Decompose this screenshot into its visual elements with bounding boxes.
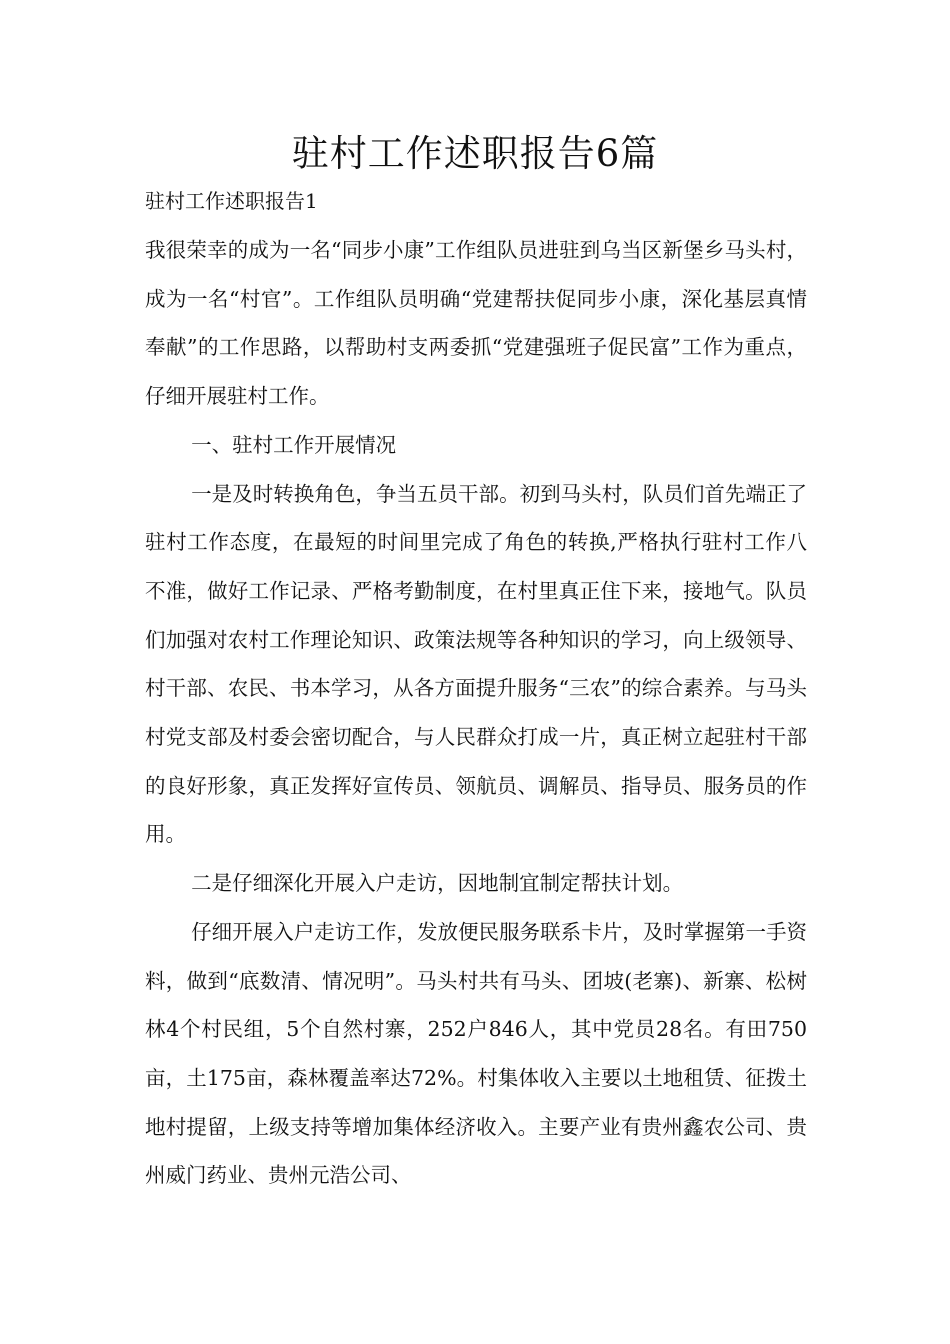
paragraph-visits-detail: 仔细开展入户走访工作，发放便民服务联系卡片，及时掌握第一手资料，做到“底数清、情况明”。马头村共有马头、团坡(老寨)、新寨、松树林4个村民组，5个自然村寨，252户846人，其中党员28名。有田750亩，土175亩，森林覆盖率达72%。村集体收入主要以土地租赁、征拨土地村提留，上级支持等增加集体经济收入。主要产业有贵州鑫农公司、贵州威门药业、贵州元浩公司、	[145, 919, 807, 1188]
paragraph-intro: 我很荣幸的成为一名“同步小康”工作组队员进驻到乌当区新堡乡马头村，成为一名“村官”。工作组队员明确“党建帮扶促同步小康，深化基层真情奉献”的工作思路，以帮助村支两委抓“党建强班子促民富”工作为重点，仔细开展驻村工作。	[145, 238, 807, 409]
paragraph-visits-heading: 二是仔细深化开展入户走访，因地制宜制定帮扶计划。	[191, 871, 684, 896]
paragraph-role-change: 一是及时转换角色，争当五员干部。初到马头村，队员们首先端正了驻村工作态度，在最短的时间里完成了角色的转换,严格执行驻村工作八不准，做好工作记录、严格考勤制度，在村里真正住下来，接地气。队员们加强对农村工作理论知识、政策法规等各种知识的学习，向上级领导、村干部、农民、书本学习，从各方面提升服务“三农”的综合素养。与马头村党支部及村委会密切配合，与人民群众打成一片，真正树立起驻村干部的良好形象，真正发挥好宣传员、领航员、调解员、指导员、服务员的作用。	[145, 481, 807, 847]
document-body	[145, 226, 807, 1200]
report-subheading: 驻村工作述职报告1	[145, 189, 318, 213]
section-heading: 一、驻村工作开展情况	[191, 432, 397, 457]
document-title: 驻村工作述职报告6篇	[291, 132, 659, 175]
